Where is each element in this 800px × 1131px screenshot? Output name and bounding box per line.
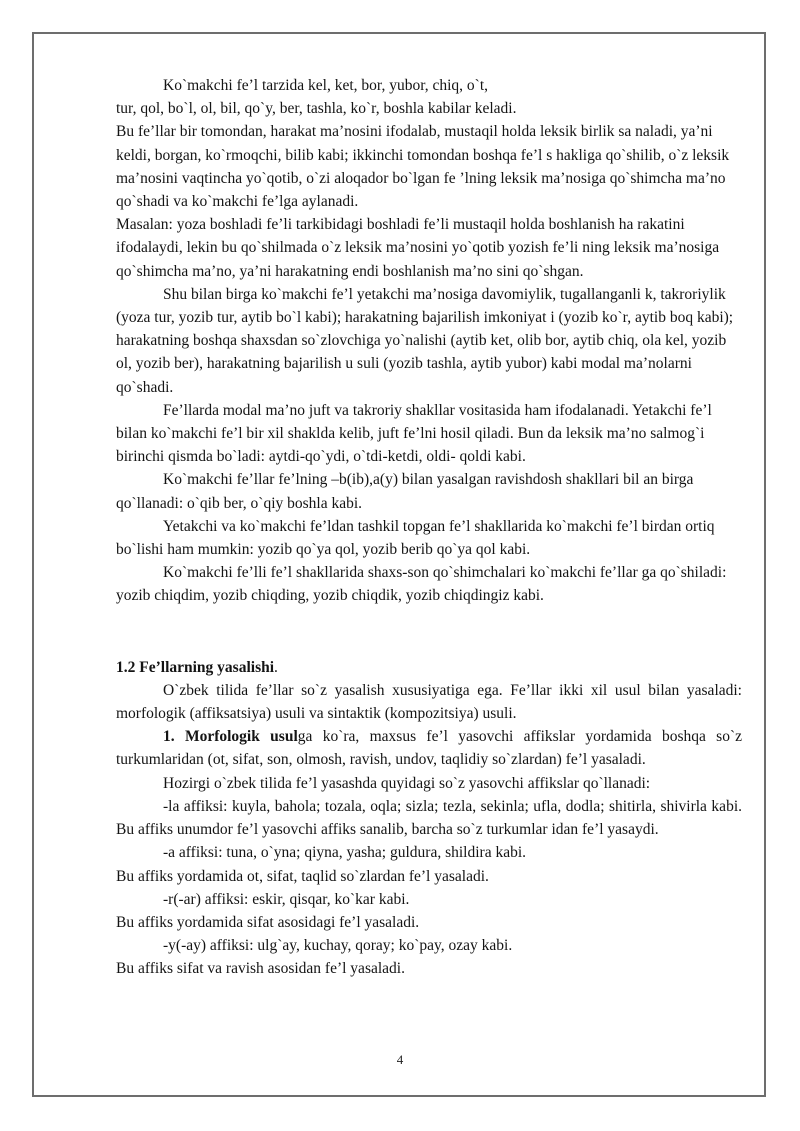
section-heading-text: 1.2 Fe’llarning yasalishi — [116, 658, 275, 676]
section-gap — [116, 608, 742, 656]
paragraph-kel-ket: Ko`makchi fe’l tarzida kel, ket, bor, yubor, chiq, o`t, — [163, 77, 489, 94]
paragraph-masalan: Masalan: yoza boshladi fe’li tarkibidagi boshladi fe’li mustaqil holda boshlanish ha rakatini ifodalaydi, lekin bu qo`shilmada o`z leksik ma’nosini yo`qotib yozish fe’li ning leksik ma’nosiga qo`shimcha ma’no, ya’ni harakatning endi boshlanish ma’no sini qo`shgan. — [116, 216, 720, 280]
paragraph-ravishdosh: Ko`makchi fe’llar fe’lning –b(ib),a(y) bilan yasalgan ravishdosh shakllari bil an birga qo`llanadi: o`qib ber, o`qiy boshla kabi. — [116, 471, 694, 512]
paragraph-y-affiksi: -y(-ay) affiksi: ulg`ay, kuchay, qoray; ko`pay, ozay kabi. — [163, 937, 513, 955]
paragraph-bu-fellar: Bu fe’llar bir tomondan, harakat ma’nosini ifodalab, mustaqil holda leksik birlik sa naladi, ya’ni keldi, borgan, ko`rmoqchi, bilib kabi; ikkinchi tomondan boshqa fe’l s hakliga qo`shilib, o`z leksik ma’nosini vaqtincha yo`qotib, o`zi aloqador bo`lgan fe ’lning leksik ma’nosiga qo`shimcha ma’no qo`shadi va ko`makchi fe’lga aylanadi. — [116, 123, 730, 211]
paragraph-shu-bilan: Shu bilan birga ko`makchi fe’l yetakchi ma’nosiga davomiylik, tugallanganli k, takroriylik (yoza tur, yozib tur, aytib bo`l kabi); harakatning bajarilish imkoniyat i (yozib ko`r, aytib boq kabi); harakatning boshqa shaxsdan so`zlovchiga yo`nalishi (aytib ket, olib bor, aytib chiq, ola kel, yozib ol, yozib ber), harakatning bajarilish u suli (yozib tashla, aytib yubor) kabi modal ma’nolarni qo`shadi. — [116, 285, 734, 396]
paragraph-intro: O`zbek tilida fe’llar so`z yasalish xususiyatiga ega. Fe’llar ikki xil usul bilan yasaladi: morfologik (affiksatsiya) usuli va sintaktik (kompozitsiya) usuli. — [116, 681, 742, 723]
paragraph-kel-ket-cont: tur, qol, bo`l, ol, bil, qo`y, ber, tashla, ko`r, boshla kabilar keladi. — [116, 100, 517, 118]
morfologik-text: ga ko`ra, maxsus fe’l yasovchi affikslar yordamida boshqa so`z turkumlaridan (ot, sifat, son, olmosh, ravish, undov, taqlidiy so`zlardan) fe’l yasaladi. — [116, 728, 742, 769]
paragraph-shaxs-son: Ko`makchi fe’lli fe’l shakllarida shaxs-son qo`shimchalari ko`makchi fe’llar ga qo`shiladi: yozib chiqdim, yozib chiqding, yozib chiqdik, yozib chiqdingiz kabi. — [116, 564, 727, 605]
page-number: 4 — [396, 1052, 404, 1067]
paragraph-la-affiksi: -la affiksi: kuyla, bahola; tozala, oqla; sizla; tezla, sekinla; ufla, dodla; shitirla, shivirla kabi. Bu affiks unumdor fe’l yasovchi affiks sanalib, barcha so`z turkumlar idan fe’l yasaydi. — [116, 797, 742, 839]
paragraph-modal: Fe’llarda modal ma’no juft va takroriy shakllar vositasida ham ifodalanadi. Yetakchi fe’l bilan ko`makchi fe’l bir xil shaklda kelib, juft fe’lni hosil qiladi. Bun da leksik ma’no salmog`i birinchi qismda bo`ladi: aytdi-qo`ydi, o`tdi-ketdi, oldi- qoldi kabi. — [116, 401, 712, 466]
morfologik-label: 1. Morfologik usul — [163, 728, 298, 746]
paragraph-a-note: Bu affiks yordamida ot, sifat, taqlid so`zlardan fe’l yasaladi. — [116, 867, 489, 885]
paragraph-a-affiksi: -a affiksi: tuna, o`yna; qiyna, yasha; guldura, shildira kabi. — [163, 844, 527, 862]
paragraph-r-affiksi: -r(-ar) affiksi: eskir, qisqar, ko`kar kabi. — [163, 890, 410, 908]
document-body — [116, 74, 742, 981]
paragraph-y-note: Bu affiks sifat va ravish asosidan fe’l yasaladi. — [116, 960, 405, 978]
section-heading-dot: . — [274, 658, 278, 676]
paragraph-morfologik — [116, 725, 742, 771]
section-heading — [116, 656, 742, 679]
paragraph-birdan-ortiq: Yetakchi va ko`makchi fe’ldan tashkil topgan fe’l shakllarida ko`makchi fe’l birdan ortiq bo`lishi ham mumkin: yozib qo`ya qol, yozib berib qo`ya qol kabi. — [116, 517, 715, 559]
paragraph-hozirgi: Hozirgi o`zbek tilida fe’l yasashda quyidagi so`z yasovchi affikslar qo`llanadi: — [163, 774, 651, 792]
paragraph-r-note: Bu affiks yordamida sifat asosidagi fe’l yasaladi. — [116, 913, 420, 931]
